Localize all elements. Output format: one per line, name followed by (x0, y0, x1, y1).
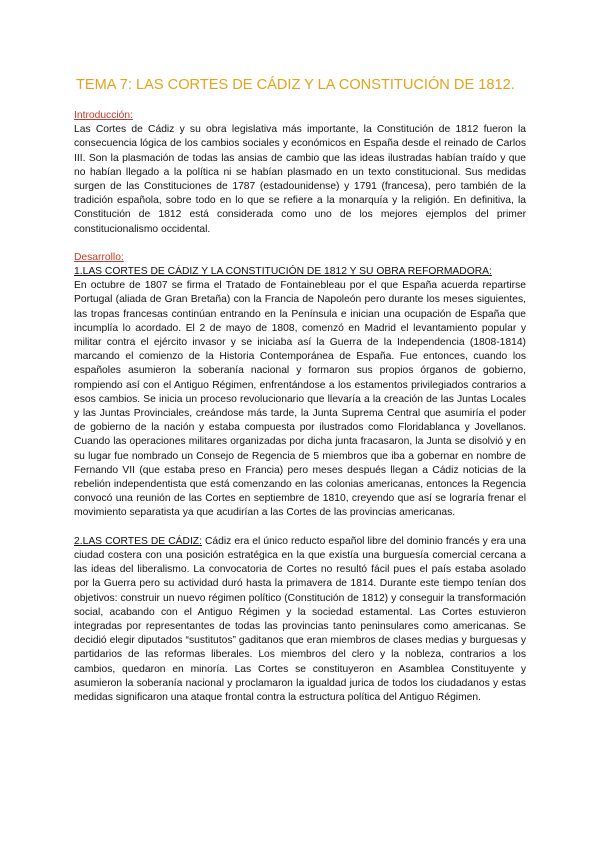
document-title: TEMA 7: LAS CORTES DE CÁDIZ Y LA CONSTITUCIÓN DE 1812. (76, 77, 515, 93)
spacer (74, 237, 526, 251)
section2-paragraph (74, 535, 526, 705)
section1-paragraph: En octubre de 1807 se firma el Tratado de Fontainebleau por el que España acuerda repartirse Portugal (aliada de Gran Bretaña) con la Francia de Napoleón pero durante los meses siguientes, las tropas francesas continúan entrando en la Península e inician una ocupación de España que incumplía lo acordado. El 2 de mayo de 1808, comenzó en Madrid el levantamiento popular y militar contra el ejército invasor y se iniciaba así la Guerra de la Independencia (1808-1814) marcando el comienzo de la Historia Contemporánea de España. Fue entonces, cuando los españoles asumieron la soberanía nacional y formaron sus propios órganos de gobierno, rompiendo así con el Antiguo Régimen, enfrentándose a los estamentos privilegiados contrarios a esos cambios. Se inicia un proceso revolucionario que llevaría a la creación de las Juntas Locales y las Juntas Provinciales, creándose más tarde, la Junta Suprema Central que asumiría el poder de gobierno de la nación y estaba compuesta por ilustrados como Floridablanca y Jovellanos. Cuando las operaciones militares organizadas por dicha junta fracasaron, la Junta se disolvió y en su lugar fue nombrado un Consejo de Regencia de 5 miembros que iba a gobernar en nombre de Fernando VII (que estaba preso en Francia) pero meses después llegan a Cádiz noticias de la rebelión independentista que está comenzando en las colonias americanas, entonces la Regencia convocó una reunión de las Cortes en septiembre de 1810, creyendo que así se lograría frenar el movimiento separatista ya que acudirían a las Cortes de las provincias americanas. (74, 280, 526, 519)
section2-text: Cádiz era el único reducto español libre del dominio francés y era una ciudad costera con una posición estratégica en la que existía una burguesía comercial cercana a las ideas del liberalismo. La convocatoria de Cortes no resultó fácil pues el país estaba asolado por la Guerra pero su actividad duró hasta la primavera de 1814. Durante este tiempo tenían dos objetivos: construir un nuevo régimen político (Constitución de 1812) y conseguir la transformación social, acabando con el Antiguo Régimen y la sociedad estamental. Las Cortes estuvieron integradas por representantes de todas las provincias tanto peninsulares como americanas. Se decidió elegir diputados “sustitutos” gaditanos que eran miembros de clases medias y burguesas y partidarios de las reformas liberales. Los miembros del clero y la nobleza, contrarios a los cambios, quedaron en minoría. Las Cortes se constituyeron en Asamblea Constituyente y asumieron la soberanía nacional y proclamaron la igualdad jurica de todos los ciudadanos y estas medidas significaron una ataque frontal contra la estructura política del Antiguo Régimen. (74, 535, 526, 703)
intro-label: Introducción: (74, 110, 133, 121)
section2-heading: 2.LAS CORTES DE CÁDIZ: (74, 535, 202, 547)
section1-heading: 1.LAS CORTES DE CÁDIZ Y LA CONSTITUCIÓN DE 1812 Y SU OBRA REFORMADORA: (74, 266, 492, 278)
spacer (74, 521, 526, 535)
desarrollo-label: Desarrollo: (74, 251, 124, 263)
intro-paragraph: Las Cortes de Cádiz y su obra legislativa más importante, la Constitución de 1812 fueron la consecuencia lógica de los cambios sociales y económicos en España desde el reinado de Carlos III. Son la plasmación de todas las ansias de cambio que las ideas ilustradas habían traído y que no habían llegado a la política ni se habían plasmado en un texto constitucional. Sus medidas surgen de las Constituciones de 1787 (estadounidense) y 1791 (francesa), pero también de la tradición española, sobre todo en lo que se refiere a la monarquía y la religión. En definitiva, la Constitución de 1812 está considerada como uno de los mejores ejemplos del primer constitucionalismo occidental. (74, 124, 526, 235)
document-body (74, 109, 526, 705)
